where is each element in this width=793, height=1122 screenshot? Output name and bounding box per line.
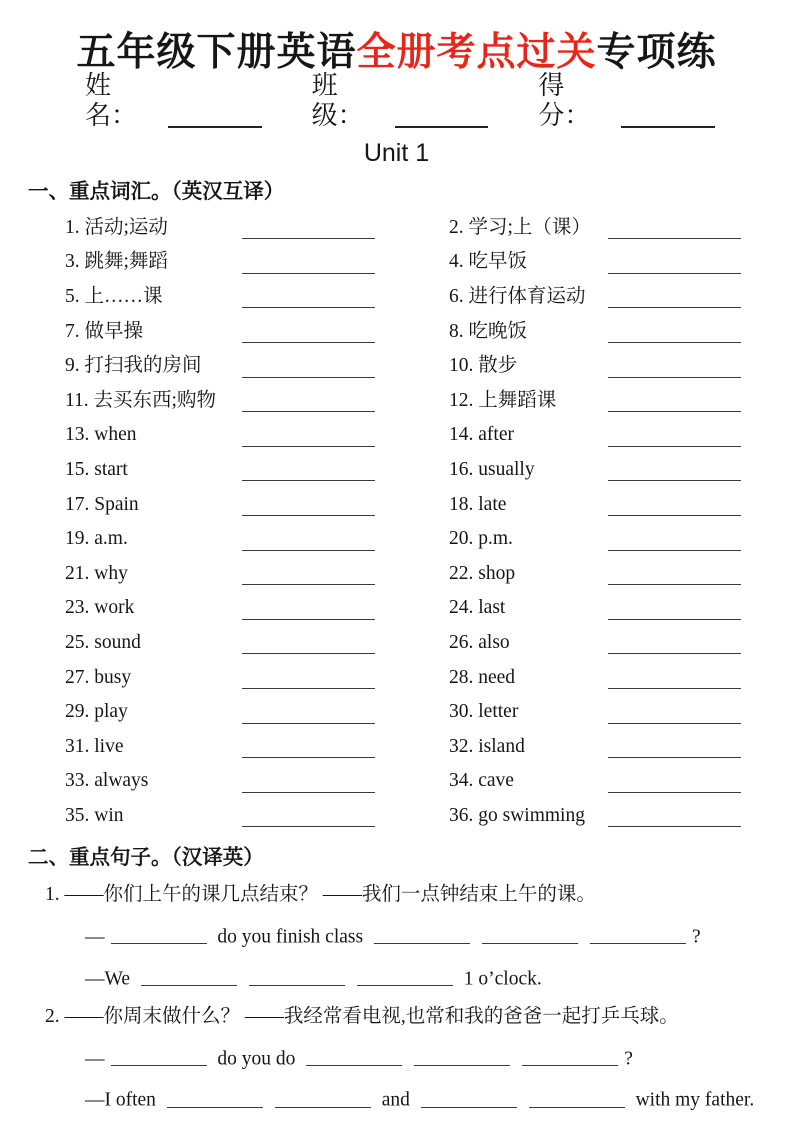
sentence-text: — <box>85 926 105 948</box>
name-field <box>85 71 262 131</box>
vocab-answer-blank <box>608 826 741 827</box>
answer-blank <box>590 924 686 945</box>
vocab-item <box>449 208 741 243</box>
vocab-answer-blank <box>242 515 375 516</box>
vocab-item-label: 21. why <box>65 562 128 584</box>
sentence-text: and <box>376 1089 415 1111</box>
vocab-item <box>65 346 375 381</box>
sentence-text: —We <box>85 968 135 989</box>
vocab-answer-blank <box>608 550 741 551</box>
vocab-item <box>65 381 375 416</box>
vocab-item <box>449 415 741 450</box>
vocab-item <box>449 346 741 381</box>
sentence-text: do you finish class <box>212 926 368 948</box>
vocab-item-label: 15. start <box>65 459 128 481</box>
vocab-item <box>65 657 375 692</box>
vocab-item <box>449 381 741 416</box>
vocab-answer-blank <box>608 515 741 516</box>
vocab-item-label: 24. last <box>449 597 506 619</box>
vocab-item <box>449 484 741 519</box>
score-label: 得分： <box>538 70 591 130</box>
vocab-item-label: 10. 散步 <box>449 355 518 377</box>
vocab-item <box>65 588 375 623</box>
vocab-item-label: 32. island <box>449 735 525 757</box>
vocab-item <box>449 761 741 796</box>
title-highlight: 全册考点过关 <box>356 31 597 74</box>
vocab-item <box>449 554 741 589</box>
vocab-item-label: 6. 进行体育运动 <box>449 286 586 308</box>
vocab-answer-blank <box>242 688 375 689</box>
vocab-list <box>65 208 765 831</box>
vocab-item <box>65 796 375 831</box>
section1-heading: 一、重点词汇。（英汉互译） <box>28 179 285 203</box>
answer-blank <box>111 1046 207 1067</box>
vocab-answer-blank <box>608 619 741 620</box>
vocab-item-label: 16. usually <box>449 459 535 481</box>
vocab-answer-blank <box>242 584 375 585</box>
answer-blank <box>482 924 578 945</box>
vocab-item-label: 22. shop <box>449 562 516 584</box>
vocab-item-label: 33. always <box>65 770 149 792</box>
vocab-item <box>449 727 741 762</box>
vocab-answer-blank <box>242 446 375 447</box>
vocab-answer-blank <box>242 826 375 827</box>
vocab-item-label: 14. after <box>449 424 514 446</box>
answer-blank <box>111 924 207 945</box>
vocab-item-label: 3. 跳舞;舞蹈 <box>65 251 168 273</box>
vocab-item-label: 31. live <box>65 735 124 757</box>
vocab-item-label: 25. sound <box>65 631 141 653</box>
vocab-item <box>449 519 741 554</box>
vocab-answer-blank <box>242 273 375 274</box>
vocab-item <box>65 484 375 519</box>
vocab-answer-blank <box>608 792 741 793</box>
vocab-answer-blank <box>608 238 741 239</box>
vocab-item <box>65 277 375 312</box>
vocab-item-label: 20. p.m. <box>449 528 513 550</box>
answer-blank <box>357 966 453 987</box>
vocab-item-label: 26. also <box>449 631 510 653</box>
vocab-item <box>65 450 375 485</box>
vocab-item-label: 35. win <box>65 804 124 826</box>
sentence-fill-line <box>85 1085 765 1114</box>
answer-blank <box>421 1087 517 1108</box>
vocab-answer-blank <box>608 688 741 689</box>
vocab-answer-blank <box>608 411 741 412</box>
vocab-answer-blank <box>608 446 741 447</box>
vocab-item-label: 2. 学习;上（课） <box>449 216 591 238</box>
vocab-item-label: 30. letter <box>449 701 519 723</box>
vocab-answer-blank <box>608 480 741 481</box>
vocab-item <box>65 692 375 727</box>
vocab-item <box>65 311 375 346</box>
unit-title: Unit 1 <box>363 138 430 167</box>
vocab-item-label: 4. 吃早饭 <box>449 251 528 273</box>
vocab-item-label: 19. a.m. <box>65 528 128 550</box>
vocab-item <box>65 242 375 277</box>
vocab-item <box>449 692 741 727</box>
vocab-item <box>449 242 741 277</box>
answer-blank <box>529 1087 625 1108</box>
vocab-item <box>65 727 375 762</box>
vocab-item-label: 5. 上……课 <box>65 286 163 308</box>
vocab-item-label: 9. 打扫我的房间 <box>65 355 202 377</box>
sentence-fill-line <box>85 964 765 993</box>
sentence-text: ? <box>624 1048 633 1070</box>
vocab-item <box>449 657 741 692</box>
name-blank <box>168 126 262 128</box>
vocab-item-label: 36. go swimming <box>449 804 585 826</box>
vocab-answer-blank <box>242 307 375 308</box>
vocab-item-label: 34. cave <box>449 770 514 792</box>
vocab-item <box>65 519 375 554</box>
vocab-item-label: 28. need <box>449 666 516 688</box>
vocab-item <box>449 623 741 658</box>
answer-blank <box>522 1046 618 1067</box>
sentence-prompt: 1. ——你们上午的课几点结束？ ——我们一点钟结束上午的课。 <box>45 884 596 906</box>
vocab-item <box>65 415 375 450</box>
sentence-text: do you do <box>212 1048 301 1070</box>
vocab-answer-blank <box>608 584 741 585</box>
sentence-text: 1 o’clock. <box>458 968 542 989</box>
sentence-text: —I often <box>85 1089 161 1111</box>
sentence-text: with my father. <box>630 1089 755 1111</box>
vocab-item <box>449 588 741 623</box>
answer-blank <box>141 966 237 987</box>
vocab-item <box>65 623 375 658</box>
vocab-answer-blank <box>608 273 741 274</box>
sentence-fill-line <box>85 922 765 951</box>
vocab-answer-blank <box>242 238 375 239</box>
vocab-item-label: 12. 上舞蹈课 <box>449 389 557 411</box>
sentence-fill-line <box>85 1044 765 1073</box>
vocab-answer-blank <box>242 377 375 378</box>
vocab-answer-blank <box>608 757 741 758</box>
vocab-item-label: 27. busy <box>65 666 132 688</box>
vocab-item-label: 18. late <box>449 493 507 515</box>
vocab-item-label: 29. play <box>65 701 128 723</box>
vocab-answer-blank <box>608 723 741 724</box>
title-suffix: 专项练 <box>596 31 717 74</box>
answer-blank <box>275 1087 371 1108</box>
vocab-answer-blank <box>242 480 375 481</box>
vocab-answer-blank <box>608 307 741 308</box>
vocab-item-label: 1. 活动;运动 <box>65 216 168 238</box>
vocab-answer-blank <box>242 792 375 793</box>
vocab-answer-blank <box>242 342 375 343</box>
vocab-item <box>449 311 741 346</box>
vocab-answer-blank <box>242 723 375 724</box>
title-prefix: 五年级下册英语 <box>76 31 357 74</box>
vocab-answer-blank <box>242 619 375 620</box>
vocab-answer-blank <box>242 550 375 551</box>
vocab-item-label: 7. 做早操 <box>65 320 144 342</box>
answer-blank <box>249 966 345 987</box>
class-blank <box>395 126 489 128</box>
class-label: 班级： <box>311 70 364 130</box>
vocab-item <box>65 554 375 589</box>
sentence-prompt: 2. ——你周末做什么？ ——我经常看电视,也常和我的爸爸一起打乒乓球。 <box>45 1006 679 1028</box>
vocab-item <box>65 761 375 796</box>
vocab-answer-blank <box>242 653 375 654</box>
vocab-item-label: 11. 去买东西;购物 <box>65 389 216 411</box>
vocab-item <box>449 450 741 485</box>
vocab-answer-blank <box>608 653 741 654</box>
vocab-answer-blank <box>242 411 375 412</box>
sentence-text: ? <box>691 926 701 948</box>
vocab-item <box>449 277 741 312</box>
student-info-row <box>28 70 765 131</box>
score-field <box>538 71 715 131</box>
name-label: 姓名： <box>85 70 138 130</box>
vocab-answer-blank <box>608 377 741 378</box>
vocab-answer-blank <box>242 757 375 758</box>
sentence-list <box>28 882 765 1114</box>
sentence-text: — <box>85 1048 105 1070</box>
vocab-item-label: 8. 吃晚饭 <box>449 320 528 342</box>
answer-blank <box>374 924 470 945</box>
answer-blank <box>414 1046 510 1067</box>
vocab-item-label: 23. work <box>65 597 135 619</box>
vocab-answer-blank <box>608 342 741 343</box>
vocab-item <box>449 796 741 831</box>
answer-blank <box>167 1087 263 1108</box>
vocab-item <box>65 208 375 243</box>
score-blank <box>621 126 715 128</box>
class-field <box>312 71 489 131</box>
vocab-item-label: 17. Spain <box>65 493 139 515</box>
vocab-item-label: 13. when <box>65 424 137 446</box>
section2-heading: 二、重点句子。（汉译英） <box>28 846 264 870</box>
answer-blank <box>306 1046 402 1067</box>
